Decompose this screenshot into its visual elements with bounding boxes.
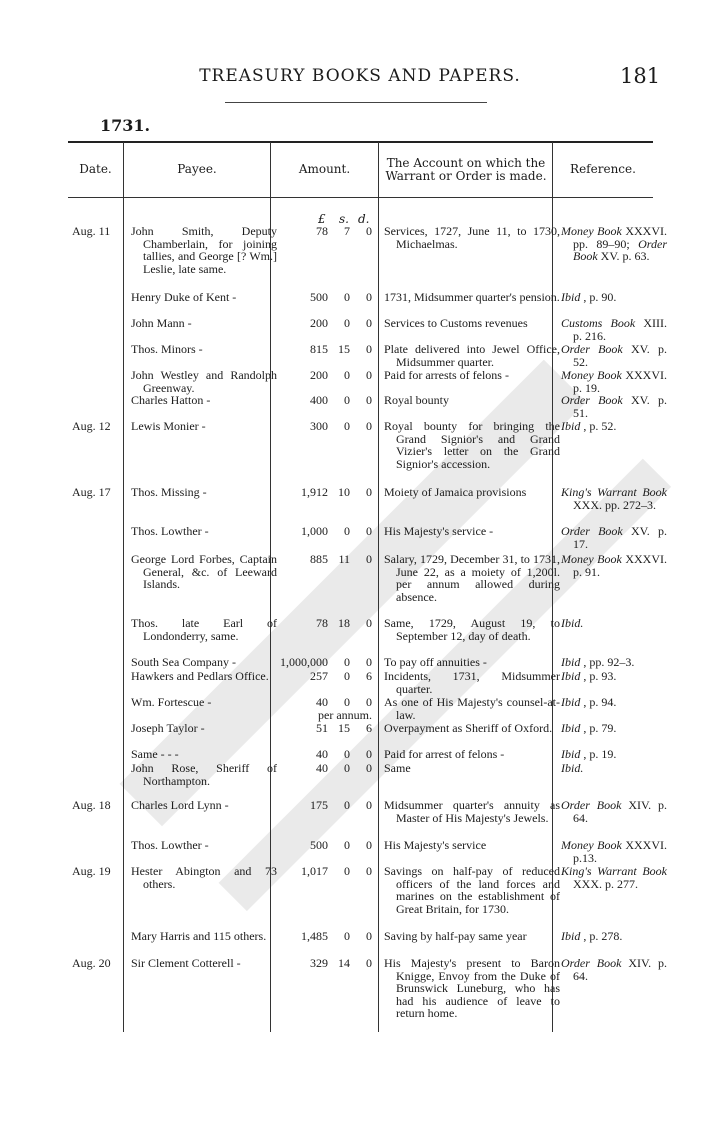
- amount-shillings: 0: [344, 655, 350, 669]
- reference-part: XV. p. 52.: [573, 342, 667, 369]
- amount-pence: 0: [366, 655, 372, 669]
- entry-account: Savings on half-pay of reduced officers of the land forces and marines on the establishment of Great Britain, for 1730.: [384, 864, 560, 916]
- amount-pence: 0: [366, 524, 372, 538]
- reference-part: , p. 19.: [583, 747, 617, 761]
- entry-account: His Majesty's service -: [384, 524, 494, 538]
- amount-pounds: 200: [310, 316, 328, 330]
- reference-part: XV. p. 17.: [573, 524, 667, 551]
- amount-pounds: 1,000,000: [280, 655, 328, 669]
- reference-part: Ibid: [561, 419, 584, 433]
- entry-payee: Hawkers and Pedlars Office.: [131, 669, 269, 683]
- entry-account: Paid for arrest of felons -: [384, 747, 505, 761]
- entry-account: Incidents, 1731, Midsummer quarter.: [384, 669, 560, 696]
- entry-account: Midsummer quarter's annuity as Master of His Majesty's Jewels.: [384, 798, 560, 825]
- entry-amount: [272, 670, 378, 683]
- reference-part: , p. 90.: [583, 290, 617, 304]
- amount-pence: 0: [366, 552, 372, 566]
- entry-payee: John Westley and Randolph Greenway.: [131, 368, 277, 395]
- entry-payee: Sir Clement Cotterell -: [131, 956, 241, 970]
- entry-payee: Thos. late Earl of Londonderry, same.: [131, 616, 277, 643]
- entry-amount: [272, 617, 378, 630]
- amount-pence: 0: [366, 747, 372, 761]
- reference-part: Ibid: [561, 655, 584, 669]
- reference-part: XXX. p. 277.: [573, 876, 638, 891]
- column-header-amount: Amount.: [298, 162, 351, 176]
- entry-account: Saving by half-pay same year: [384, 929, 527, 943]
- reference-part: Order Book: [561, 956, 629, 970]
- amount-shillings: 15: [338, 721, 350, 735]
- reference-part: XXXVI. pp. 89–90;: [573, 224, 667, 251]
- shillings-symbol: s.: [339, 212, 349, 226]
- amount-shillings: 0: [344, 669, 350, 683]
- entry-reference: [561, 486, 667, 511]
- entry-payee: Wm. Fortescue -: [131, 695, 212, 709]
- entry-reference: [561, 343, 667, 368]
- reference-part: Ibid.: [561, 616, 584, 630]
- reference-part: Order Book: [561, 393, 631, 407]
- entry-payee: Lewis Monier -: [131, 419, 206, 433]
- amount-pounds: 885: [310, 552, 328, 566]
- entry-payee: George Lord Forbes, Captain General, &c. of Leeward Islands.: [131, 552, 277, 591]
- amount-pounds: 329: [310, 956, 328, 970]
- reference-part: Ibid: [561, 929, 584, 943]
- entry-payee: Same - - -: [131, 747, 179, 761]
- entry-amount: [272, 656, 378, 669]
- amount-pounds: 78: [316, 224, 328, 238]
- entry-amount: [272, 722, 378, 735]
- amount-shillings: 15: [338, 342, 350, 356]
- amount-shillings: 0: [344, 393, 350, 407]
- amount-shillings: 0: [344, 761, 350, 775]
- column-header-date: Date.: [79, 162, 112, 176]
- amount-pounds: 500: [310, 290, 328, 304]
- reference-part: XXX. pp. 272–3.: [573, 497, 656, 512]
- entry-payee: Thos. Lowther -: [131, 838, 209, 852]
- entry-date: Aug. 17: [72, 485, 111, 499]
- amount-shillings: 0: [344, 864, 350, 878]
- amount-pounds: 40: [316, 695, 328, 709]
- amount-shillings: 0: [344, 798, 350, 812]
- reference-part: XIII. p. 216.: [573, 316, 667, 343]
- reference-part: XIV. p. 64.: [573, 956, 667, 983]
- reference-part: Ibid: [561, 695, 584, 709]
- amount-pounds: 257: [310, 669, 328, 683]
- reference-part: XXXVI. p. 91.: [573, 552, 667, 579]
- entry-reference: [561, 225, 667, 263]
- amount-pounds: 1,485: [301, 929, 328, 943]
- entry-account: To pay off annuities -: [384, 655, 487, 669]
- amount-pounds: 1,000: [301, 524, 328, 538]
- entry-payee: Thos. Minors -: [131, 342, 203, 356]
- entry-reference: [561, 291, 667, 304]
- reference-part: King's Warrant Book: [561, 864, 667, 878]
- amount-pence: 0: [366, 798, 372, 812]
- entry-payee: Charles Lord Lynn -: [131, 798, 229, 812]
- amount-shillings: 11: [338, 552, 350, 566]
- amount-pence: 0: [366, 485, 372, 499]
- reference-part: King's Warrant Book: [561, 485, 667, 499]
- entry-reference: [561, 369, 667, 394]
- entry-account: Services, 1727, June 11, to 1730, Michaelmas.: [384, 224, 560, 251]
- entry-amount: [272, 317, 378, 330]
- entry-amount: [272, 394, 378, 407]
- entry-reference: [561, 394, 667, 419]
- reference-part: , p. 278.: [583, 929, 623, 943]
- running-title: TREASURY BOOKS AND PAPERS.: [199, 66, 521, 86]
- entry-payee: Thos. Missing -: [131, 485, 207, 499]
- reference-part: Order Book: [573, 236, 667, 263]
- entry-reference: [561, 762, 667, 775]
- amount-shillings: 0: [344, 316, 350, 330]
- amount-pounds: 1,017: [301, 864, 328, 878]
- entry-amount: [272, 762, 378, 775]
- entry-account: His Majesty's service: [384, 838, 487, 852]
- entry-reference: [561, 839, 667, 864]
- entry-account: Same: [384, 761, 411, 775]
- entry-account: Paid for arrests of felons -: [384, 368, 509, 382]
- entry-amount: [272, 369, 378, 382]
- amount-pounds: 815: [310, 342, 328, 356]
- amount-pounds: 300: [310, 419, 328, 433]
- amount-pence: 0: [366, 838, 372, 852]
- entry-reference: [561, 957, 667, 982]
- amount-pounds: 40: [316, 761, 328, 775]
- reference-part: Money Book: [561, 838, 626, 852]
- amount-pence: 0: [366, 761, 372, 775]
- column-header-account: The Account on which the Warrant or Order is made.: [385, 155, 547, 183]
- table-header-rule: [68, 197, 653, 198]
- entry-reference: [561, 525, 667, 550]
- entry-reference: [561, 696, 667, 709]
- amount-pence: 6: [366, 669, 372, 683]
- amount-shillings: 7: [344, 224, 350, 238]
- amount-pence: 0: [366, 864, 372, 878]
- entry-account: Overpayment as Sheriff of Oxford.: [384, 721, 553, 735]
- pounds-symbol: £: [318, 212, 326, 226]
- entry-payee: Hester Abington and 73 others.: [131, 864, 277, 891]
- amount-pounds: 1,912: [301, 485, 328, 499]
- entry-reference: [561, 670, 667, 683]
- reference-part: XXXVI. p. 19.: [573, 368, 667, 395]
- page-number: 181: [620, 64, 661, 88]
- amount-shillings: 0: [344, 368, 350, 382]
- amount-pounds: 175: [310, 798, 328, 812]
- entry-amount: [272, 865, 378, 878]
- amount-pence: 0: [366, 616, 372, 630]
- reference-part: Customs Book: [561, 316, 644, 330]
- reference-part: , p. 93.: [583, 669, 617, 683]
- entry-payee: Thos. Lowther -: [131, 524, 209, 538]
- reference-part: , pp. 92–3.: [583, 655, 635, 669]
- entry-date: Aug. 12: [72, 419, 111, 433]
- entry-payee: John Mann -: [131, 316, 192, 330]
- reference-part: Order Book: [561, 342, 631, 356]
- entry-reference: [561, 799, 667, 824]
- entry-payee: South Sea Company -: [131, 655, 236, 669]
- entry-account: Same, 1729, August 19, to September 12, day of death.: [384, 616, 560, 643]
- entry-reference: [561, 656, 667, 669]
- entry-amount: [272, 553, 378, 566]
- entry-amount: [272, 225, 378, 238]
- entry-amount: [272, 799, 378, 812]
- entry-date: Aug. 19: [72, 864, 111, 878]
- amount-pence: 6: [366, 721, 372, 735]
- reference-part: Ibid: [561, 747, 584, 761]
- entry-account: As one of His Majesty's counsel-at-law.: [384, 695, 560, 722]
- column-header-payee: Payee.: [177, 162, 217, 176]
- column-divider: [378, 142, 379, 1032]
- amount-pounds: 500: [310, 838, 328, 852]
- entry-amount: [272, 957, 378, 970]
- amount-pence: 0: [366, 316, 372, 330]
- entry-amount: [272, 291, 378, 304]
- reference-part: Money Book: [561, 224, 626, 238]
- amount-pence: 0: [366, 290, 372, 304]
- year-heading: 1731.: [100, 116, 151, 135]
- reference-part: Ibid: [561, 721, 584, 735]
- entry-reference: [561, 317, 667, 342]
- amount-pence: 0: [366, 419, 372, 433]
- amount-pence: 0: [366, 695, 372, 709]
- amount-shillings: 0: [344, 419, 350, 433]
- entry-account: Salary, 1729, December 31, to 1731, June 22, as a moiety of 1,200l. per annum allowed during absence.: [384, 552, 560, 604]
- entry-reference: [561, 930, 667, 943]
- column-header-reference: Reference.: [570, 162, 636, 176]
- entry-payee: Joseph Taylor -: [131, 721, 205, 735]
- entry-account: Moiety of Jamaica provisions: [384, 485, 527, 499]
- entry-amount: [272, 420, 378, 433]
- reference-part: , p. 79.: [583, 721, 617, 735]
- entry-amount: [272, 839, 378, 852]
- entry-amount: [272, 343, 378, 356]
- amount-pounds: 400: [310, 393, 328, 407]
- amount-pence: 0: [366, 929, 372, 943]
- reference-part: XXXVI. p.13.: [573, 838, 667, 865]
- reference-part: XV. p. 51.: [573, 393, 667, 420]
- entry-reference: [561, 865, 667, 890]
- amount-shillings: 10: [338, 485, 350, 499]
- pence-symbol: d.: [358, 212, 370, 226]
- amount-shillings: 0: [344, 929, 350, 943]
- entry-reference: [561, 553, 667, 578]
- reference-part: Ibid: [561, 669, 584, 683]
- reference-part: Money Book: [561, 552, 626, 566]
- reference-part: , p. 52.: [583, 419, 617, 433]
- entry-payee: Charles Hatton -: [131, 393, 211, 407]
- amount-pence: 0: [366, 224, 372, 238]
- reference-part: , p. 94.: [583, 695, 617, 709]
- reference-part: XV. p. 63.: [600, 249, 650, 263]
- amount-pence: 0: [366, 393, 372, 407]
- amount-shillings: 0: [344, 524, 350, 538]
- amount-shillings: 14: [338, 956, 350, 970]
- reference-part: Money Book: [561, 368, 626, 382]
- amount-pence: 0: [366, 342, 372, 356]
- amount-shillings: 0: [344, 747, 350, 761]
- entry-amount: [272, 525, 378, 538]
- amount-pounds: 51: [316, 721, 328, 735]
- amount-shillings: 18: [338, 616, 350, 630]
- reference-part: Ibid.: [561, 761, 584, 775]
- column-divider: [123, 142, 124, 1032]
- entry-payee: Mary Harris and 115 others.: [131, 929, 267, 943]
- amount-shillings: 0: [344, 838, 350, 852]
- entry-reference: [561, 420, 667, 433]
- amount-pence: 0: [366, 368, 372, 382]
- entry-account: Royal bounty: [384, 393, 449, 407]
- entry-account: Plate delivered into Jewel Office, Midsummer quarter.: [384, 342, 560, 369]
- entry-payee: John Smith, Deputy Chamberlain, for joining tallies, and George [? Wm.] Leslie, late same.: [131, 224, 277, 276]
- entry-date: Aug. 11: [72, 224, 111, 238]
- entry-account: 1731, Midsummer quarter's pension.: [384, 290, 560, 304]
- header-rule: [225, 102, 487, 103]
- reference-part: Order Book: [561, 798, 629, 812]
- entry-date: Aug. 18: [72, 798, 111, 812]
- reference-part: Order Book: [561, 524, 631, 538]
- entry-account: Royal bounty for bringing the Grand Signior's and Grand Vizier's letter on the Grand Signior's accession.: [384, 419, 560, 471]
- entry-reference: [561, 617, 667, 630]
- entry-amount: [272, 748, 378, 761]
- amount-shillings: 0: [344, 290, 350, 304]
- entry-amount: [272, 696, 378, 721]
- reference-part: Ibid: [561, 290, 584, 304]
- entry-account: His Majesty's present to Baron Knigge, Envoy from the Duke of Brunswick Luneburg, who has had his audience of leave to return home.: [384, 956, 560, 1020]
- entry-account: Services to Customs revenues: [384, 316, 528, 330]
- amount-shillings: 0: [344, 695, 350, 709]
- entry-reference: [561, 748, 667, 761]
- amount-pence: 0: [366, 956, 372, 970]
- amount-pounds: 200: [310, 368, 328, 382]
- amount-pounds: 40: [316, 747, 328, 761]
- entry-amount: [272, 930, 378, 943]
- entry-date: Aug. 20: [72, 956, 111, 970]
- entry-payee: John Rose, Sheriff of Northampton.: [131, 761, 277, 788]
- entry-payee: Henry Duke of Kent -: [131, 290, 237, 304]
- amount-pounds: 78: [316, 616, 328, 630]
- entry-reference: [561, 722, 667, 735]
- entry-amount: [272, 486, 378, 499]
- reference-part: XIV. p. 64.: [573, 798, 667, 825]
- amount-note: per annum.: [318, 707, 372, 722]
